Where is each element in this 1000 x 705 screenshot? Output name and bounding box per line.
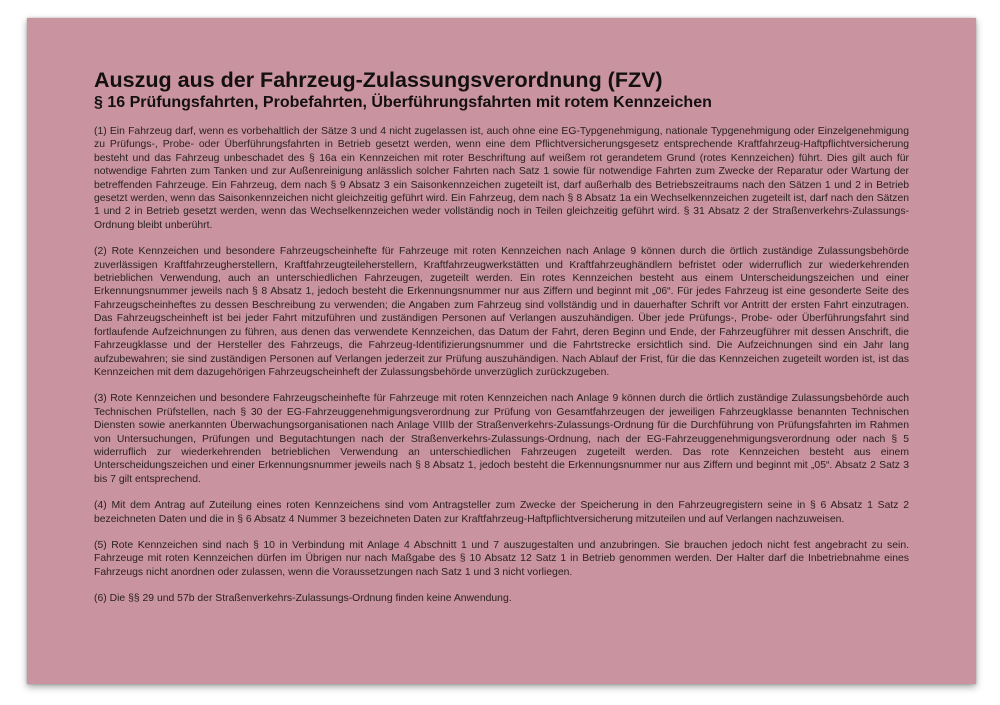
- document-sheet: [27, 18, 976, 684]
- document-content: [94, 68, 909, 619]
- paragraph-6: (6) Die §§ 29 und 57b der Straßenverkehrs-Zulassungs-Ordnung finden keine Anwendung.: [94, 593, 512, 605]
- paragraph-1: (1) Ein Fahrzeug darf, wenn es vorbehaltlich der Sätze 3 und 4 nicht zugelassen ist, auch ohne eine EG-Typgenehmigung, nationale Typgenehmigung oder Einzelgenehmigung zu Prüfungs-, Probe- oder Überführungsfahrten in Betrieb gesetzt werden, wenn eine dem Pflichtversicherungsgesetz entsprechende Kraftfahrzeug-Haftpflichtversicherung besteht und das Fahrzeug unbeschadet des § 16a ein Kennzeichen mit roter Beschriftung auf weißem rot gerandetem Grund (rotes Kennzeichen) führt. Dies gilt auch für notwendige Fahrten zum Tanken und zur Außenreinigung anlässlich solcher Fahrten nach Satz 1 sowie für notwendige Fahrten zum Zwecke der Reparatur oder Wartung der betreffenden Fahrzeuge. Ein Fahrzeug, dem nach § 9 Absatz 3 ein Saisonkennzeichen zugeteilt ist, darf außerhalb des Betriebszeitraums nach den Sätzen 1 und 2 in Betrieb gesetzt werden, wenn das Saisonkennzeichen nicht gleichzeitig geführt wird. Ein Fahrzeug, dem nach § 8 Absatz 1a ein Wechselkennzeichen zugeteilt ist, darf nach den Sätzen 1 und 2 in Betrieb gesetzt werden, wenn das Wechselkennzeichen weder vollständig noch in Teilen gleichzeitig geführt wird. § 31 Absatz 2 der Straßenverkehrs-Zulassungs-Ordnung bleibt unberührt.: [94, 126, 909, 231]
- paragraph-5: (5) Rote Kennzeichen sind nach § 10 in Verbindung mit Anlage 4 Abschnitt 1 und 7 auszugestalten und anzubringen. Sie brauchen jedoch nicht fest angebracht zu sein. Fahrzeuge mit roten Kennzeichen dürfen im Übrigen nur nach Maßgabe des § 10 Absatz 12 Satz 1 in Betrieb genommen werden. Der Halter darf die Inbetriebnahme eines Fahrzeugs nicht anordnen oder zulassen, wenn die Voraussetzungen nach Satz 1 und 3 nicht vorliegen.: [94, 539, 909, 578]
- paragraph-2: (2) Rote Kennzeichen und besondere Fahrzeugscheinhefte für Fahrzeuge mit roten Kennzeichen nach Anlage 9 können durch die örtlich zuständige Zulassungsbehörde zuverlässigen Kraftfahrzeugherstellern, Kraftfahrzeugteileherstellern, Kraftfahrzeugwerkstätten und Kraftfahrzeughändlern befristet oder widerruflich zur wiederkehrenden betrieblichen Verwendung, auch an unterschiedlichen Fahrzeugen, zugeteilt werden. Ein rotes Kennzeichen besteht aus einem Unterscheidungszeichen und einer Erkennungsnummer jeweils nach § 8 Absatz 1, jedoch besteht die Erkennungsnummer nur aus Ziffern und beginnt mit „06“. Für jedes Fahrzeug ist eine gesonderte Seite des Fahrzeugscheinheftes zu dessen Beschreibung zu verwenden; die Angaben zum Fahrzeug sind vollständig und in dauerhafter Schrift vor Antritt der ersten Fahrt einzutragen. Das Fahrzeugscheinheft ist bei jeder Fahrt mitzuführen und zuständigen Personen auf Verlangen auszuhändigen. Über jede Prüfungs-, Probe- oder Überführungsfahrt sind fortlaufende Aufzeichnungen zu führen, aus denen das verwendete Kennzeichen, das Datum der Fahrt, deren Beginn und Ende, der Fahrzeugführer mit dessen Anschrift, die Fahrzeugklasse und der Hersteller des Fahrzeugs, die Fahrzeug-Identifizierungsnummer und die Fahrtstrecke ersichtlich sind. Die Aufzeichnungen sind ein Jahr lang aufzubewahren; sie sind zuständigen Personen auf Verlangen jederzeit zur Prüfung auszuhändigen. Nach Ablauf der Frist, für die das Kennzeichen zugeteilt worden ist, ist das Kennzeichen mit dem dazugehörigen Fahrzeugscheinheft der Zulassungsbehörde unverzüglich zurückzugeben.: [94, 246, 909, 378]
- document-title: Auszug aus der Fahrzeug-Zulassungsverordnung (FZV): [94, 68, 663, 92]
- paragraph-4: (4) Mit dem Antrag auf Zuteilung eines roten Kennzeichens sind vom Antragsteller zum Zwecke der Speicherung in den Fahrzeugregistern seine in § 6 Absatz 1 Satz 2 bezeichneten Daten und die in § 6 Absatz 4 Nummer 3 bezeichneten Daten zur Kraftfahrzeug-Haftpflichtversicherung mitzuteilen und auf Verlangen nachzuweisen.: [94, 500, 909, 525]
- paragraph-3: (3) Rote Kennzeichen und besondere Fahrzeugscheinhefte für Fahrzeuge mit roten Kennzeichen nach Anlage 9 können durch die örtlich zuständige Zulassungsbehörde auch Technischen Prüfstellen, nach § 30 der EG-Fahrzeuggenehmigungsverordnung zur Prüfung von Gesamtfahrzeugen der jeweiligen Fahrzeugklasse benannten Technischen Diensten sowie anerkannten Überwachungsorganisationen nach Anlage VIIIb der Straßenverkehrs-Zulassungs-Ordnung für die Durchführung von Prüfungsfahrten im Rahmen von Untersuchungen, Prüfungen und Begutachtungen nach der Straßenverkehrs-Zulassungs-Ordnung, nach der EG-Fahrzeuggenehmigungsverordnung oder nach § 5 widerruflich zur wiederkehrenden betrieblichen Verwendung an unterschiedlichen Fahrzeugen zugeteilt werden. Das rote Kennzeichen besteht aus einem Unterscheidungszeichen und einer Erkennungsnummer jeweils nach § 8 Absatz 1, jedoch besteht die Erkennungsnummer nur aus Ziffern und beginnt mit „05“. Absatz 2 Satz 3 bis 7 gilt entsprechend.: [94, 393, 909, 485]
- section-heading: § 16 Prüfungsfahrten, Probefahrten, Überführungsfahrten mit rotem Kennzeichen: [94, 94, 712, 111]
